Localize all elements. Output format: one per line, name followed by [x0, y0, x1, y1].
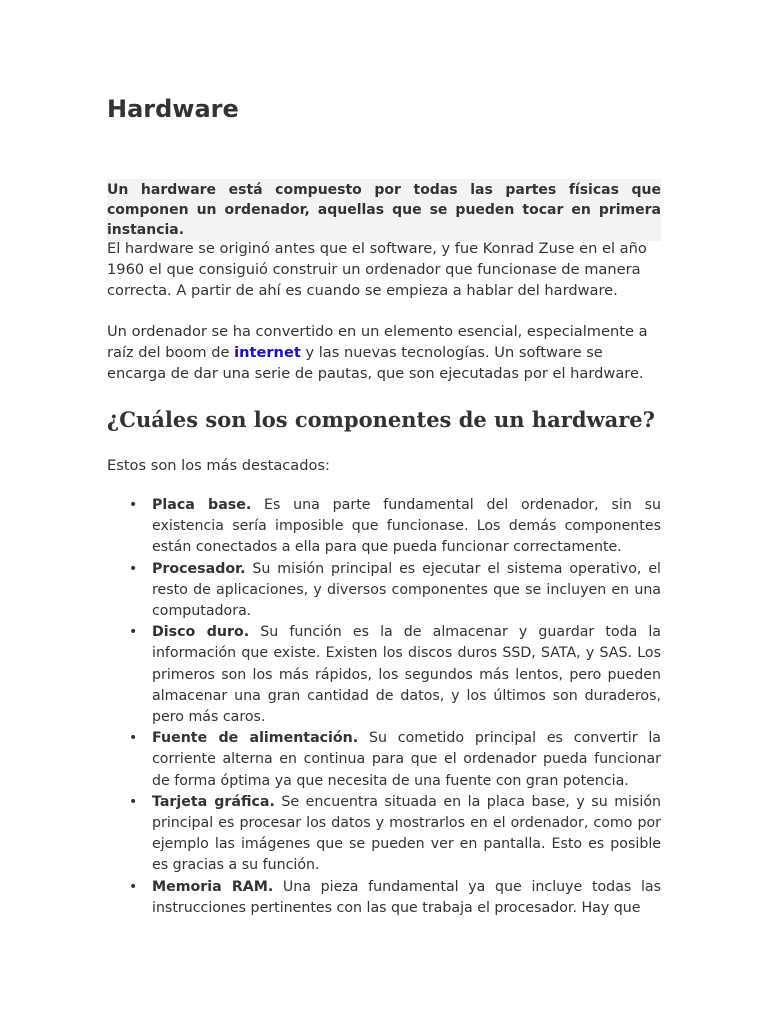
paragraph-origin: El hardware se originó antes que el software, y fue Konrad Zuse en el año 1960 el que consiguió construir un ordenador que funcionase de manera correcta. A partir de ahí es cuando se empieza a hablar del hardware.	[107, 240, 647, 300]
item-term: Fuente de alimentación.	[152, 730, 359, 747]
list-intro: Estos son los más destacados:	[107, 457, 330, 474]
bullet-icon: •	[129, 560, 138, 577]
bullet-icon: •	[129, 497, 138, 513]
paragraph-essential	[107, 321, 661, 385]
item-term: Tarjeta gráfica.	[152, 793, 275, 810]
list-item-fuente-alimentacion	[107, 728, 661, 792]
list-item-memoria-ram	[107, 877, 661, 919]
lead-paragraph: Un hardware está compuesto por todas las partes físicas que componen un ordenador, aquellas que se pueden tocar en primera instancia.	[107, 179, 661, 241]
item-description: Es una parte fundamental del ordenador, sin su existencia sería imposible que funcionase. Los demás componentes están conectados a ella para que pueda funcionar correctamente.	[152, 497, 661, 556]
paragraph-text-before-link: Un ordenador se ha convertido en un elemento esencial, especialmente a raíz del boom de	[107, 323, 648, 362]
internet-link[interactable]: internet	[234, 344, 301, 362]
bullet-icon: •	[129, 793, 138, 810]
item-description: Se encuentra situada en la placa base, y su misión principal es procesar los datos y mostrarlos en el ordenador, como por ejemplo las imágenes que se pueden ver en pantalla. Esto es posible es gracias a su función.	[152, 793, 661, 874]
item-term: Procesador.	[152, 560, 246, 577]
item-description: Su función es la de almacenar y guardar toda la información que existe. Existen los discos duros SSD, SATA, y SAS. Los primeros son los más rápidos, los segundos más lentos, pero pueden almacenar una gran cantidad de datos, y los últimos son duraderos, pero más caros.	[152, 624, 661, 726]
bullet-icon: •	[129, 730, 138, 747]
list-item-tarjeta-grafica	[107, 792, 661, 877]
item-term: Memoria RAM.	[152, 878, 274, 895]
item-description: Su misión principal es ejecutar el sistema operativo, el resto de aplicaciones, y diversos componentes que se incluyen en una computadora.	[152, 560, 661, 620]
item-description: Una pieza fundamental ya que incluye todas las instrucciones pertinentes con las que trabaja el procesador. Hay que	[152, 878, 661, 916]
bullet-icon: •	[129, 878, 138, 895]
item-description: Su cometido principal es convertir la corriente alterna en continua para que el ordenador pueda funcionar de forma óptima ya que necesita de una fuente con gran potencia.	[152, 730, 661, 789]
list-item-disco-duro	[107, 622, 661, 728]
list-item-placa-base	[107, 495, 661, 559]
section-heading: ¿Cuáles son los componentes de un hardware?	[107, 407, 655, 432]
page-title: Hardware	[107, 95, 239, 123]
item-term: Placa base.	[152, 497, 252, 513]
item-term: Disco duro.	[152, 624, 250, 641]
paragraph-text-after-link: y las nuevas tecnologías. Un software se encarga de dar una serie de pautas, que son ejecutadas por el hardware.	[107, 344, 644, 383]
bullet-icon: •	[129, 624, 138, 641]
components-list	[107, 495, 661, 930]
list-item-procesador	[107, 559, 661, 623]
